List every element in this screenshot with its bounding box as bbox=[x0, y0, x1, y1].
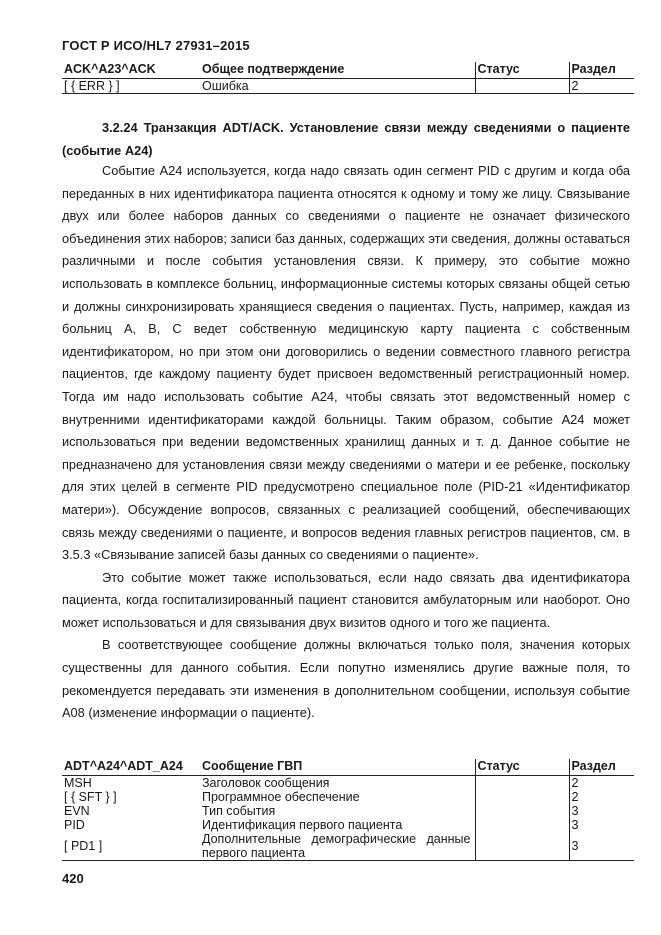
description-cell: Программное обеспечение bbox=[202, 789, 360, 804]
page-number: 420 bbox=[62, 871, 84, 886]
section-body bbox=[62, 160, 630, 725]
table-row bbox=[62, 804, 634, 818]
paragraph: Это событие может также использоваться, если надо связать два идентификатора пациента, когда госпитализированный пациент становится амбулаторным или наоборот. Оно может использоваться и для связывания двух визитов одного и того же пациента. bbox=[62, 569, 630, 630]
column-header-section: Раздел bbox=[569, 62, 634, 78]
table-row bbox=[62, 78, 634, 93]
status-cell bbox=[475, 804, 569, 818]
column-header-message: ACK^A23^ACK bbox=[62, 62, 200, 78]
column-header-section: Раздел bbox=[569, 759, 634, 775]
segment-cell: MSH bbox=[64, 775, 92, 790]
table-row bbox=[62, 818, 634, 832]
table-header-row bbox=[62, 62, 634, 78]
description-cell: Тип события bbox=[202, 803, 276, 818]
column-header-description: Общее подтверждение bbox=[200, 62, 475, 78]
segment-cell: [ { SFT } ] bbox=[64, 789, 117, 804]
section-cell: 2 bbox=[571, 775, 579, 790]
section-cell: 2 bbox=[569, 78, 634, 93]
paragraph: Событие A24 используется, когда надо связать один сегмент PID с другим и когда оба переданных в них идентификатора пациента относятся к одному и тому же лицу. Связывание двух или более наборов данных со сведениями о пациенте не означает физического объединения этих наборов; записи баз данных, содержащих эти сведения, должны оставаться различными и после события установления связи. К примеру, это событие можно использовать в комплексе больниц, информационные системы которых связаны общей сетью и должны синхронизировать хранящиеся сведения о пациентах. Пусть, например, каждая из больниц A, B, C ведет собственную медицинскую карту пациента с собственным идентификатором, но при этом они договорились о ведении совместного главного регистра пациентов, где каждому пациенту будет присвоен ведомственный регистрационный номер. Тогда им надо использовать событие A24, чтобы связать этот ведомственный номер с внутренними идентификаторами каждой больницы. Таким образом, событие A24 может использоваться при ведении ведомственных хранилищ данных и т. д. Данное событие не предназначено для установления связи между сведениями о матери и ее ребенке, поскольку для этих целей в сегменте PID предусмотрено специальное поле (PID-21 «Идентификатор матери»). Обсуждение вопросов, связанных с реализацией сообщений, обеспечивающих связь между сведениями о пациенте, и вопросов ведения главных регистров пациентов, см. в 3.5.3 «Связывание записей базы данных со сведениями о пациенте». bbox=[62, 163, 630, 563]
table-row bbox=[62, 832, 634, 861]
status-cell bbox=[475, 818, 569, 832]
document-header: ГОСТ Р ИСО/HL7 27931–2015 bbox=[62, 38, 250, 53]
description-cell: Идентификация первого пациента bbox=[202, 817, 403, 832]
table-header-row bbox=[62, 759, 634, 775]
section-cell: 2 bbox=[571, 789, 579, 804]
adt-a24-message-table bbox=[62, 759, 634, 861]
table-row bbox=[62, 790, 634, 804]
status-cell bbox=[475, 78, 569, 93]
description-text: Дополнительные демографические данные первого пациента bbox=[202, 831, 471, 860]
segment-cell: EVN bbox=[64, 803, 90, 818]
segment-cell: PID bbox=[64, 817, 85, 832]
column-header-message: ADT^A24^ADT_A24 bbox=[62, 759, 200, 775]
column-header-status: Статус bbox=[475, 759, 569, 775]
table-row bbox=[62, 775, 634, 790]
paragraph: В соответствующее сообщение должны включаться только поля, значения которых существенны для данного события. Если попутно изменялись другие важные поля, то рекомендуется передавать эти изменения в дополнительном сообщении, используя событие A08 (изменение информации о пациенте). bbox=[62, 637, 630, 721]
column-header-description: Сообщение ГВП bbox=[200, 759, 475, 775]
status-cell bbox=[475, 775, 569, 790]
status-cell bbox=[475, 832, 569, 861]
description-cell bbox=[200, 832, 475, 861]
description-cell: Заголовок сообщения bbox=[202, 775, 330, 790]
section-cell: 3 bbox=[569, 832, 634, 861]
status-cell bbox=[475, 790, 569, 804]
section-cell: 3 bbox=[571, 803, 579, 818]
column-header-status: Статус bbox=[475, 62, 569, 78]
ack-message-table bbox=[62, 62, 634, 94]
description-cell: Ошибка bbox=[200, 78, 475, 93]
segment-cell: [ PD1 ] bbox=[62, 832, 200, 861]
section-cell: 3 bbox=[571, 817, 579, 832]
segment-cell: [ { ERR } ] bbox=[62, 78, 200, 93]
section-heading: 3.2.24 Транзакция ADT/ACK. Установление связи между сведениями о пациенте (событие A24) bbox=[62, 120, 630, 158]
